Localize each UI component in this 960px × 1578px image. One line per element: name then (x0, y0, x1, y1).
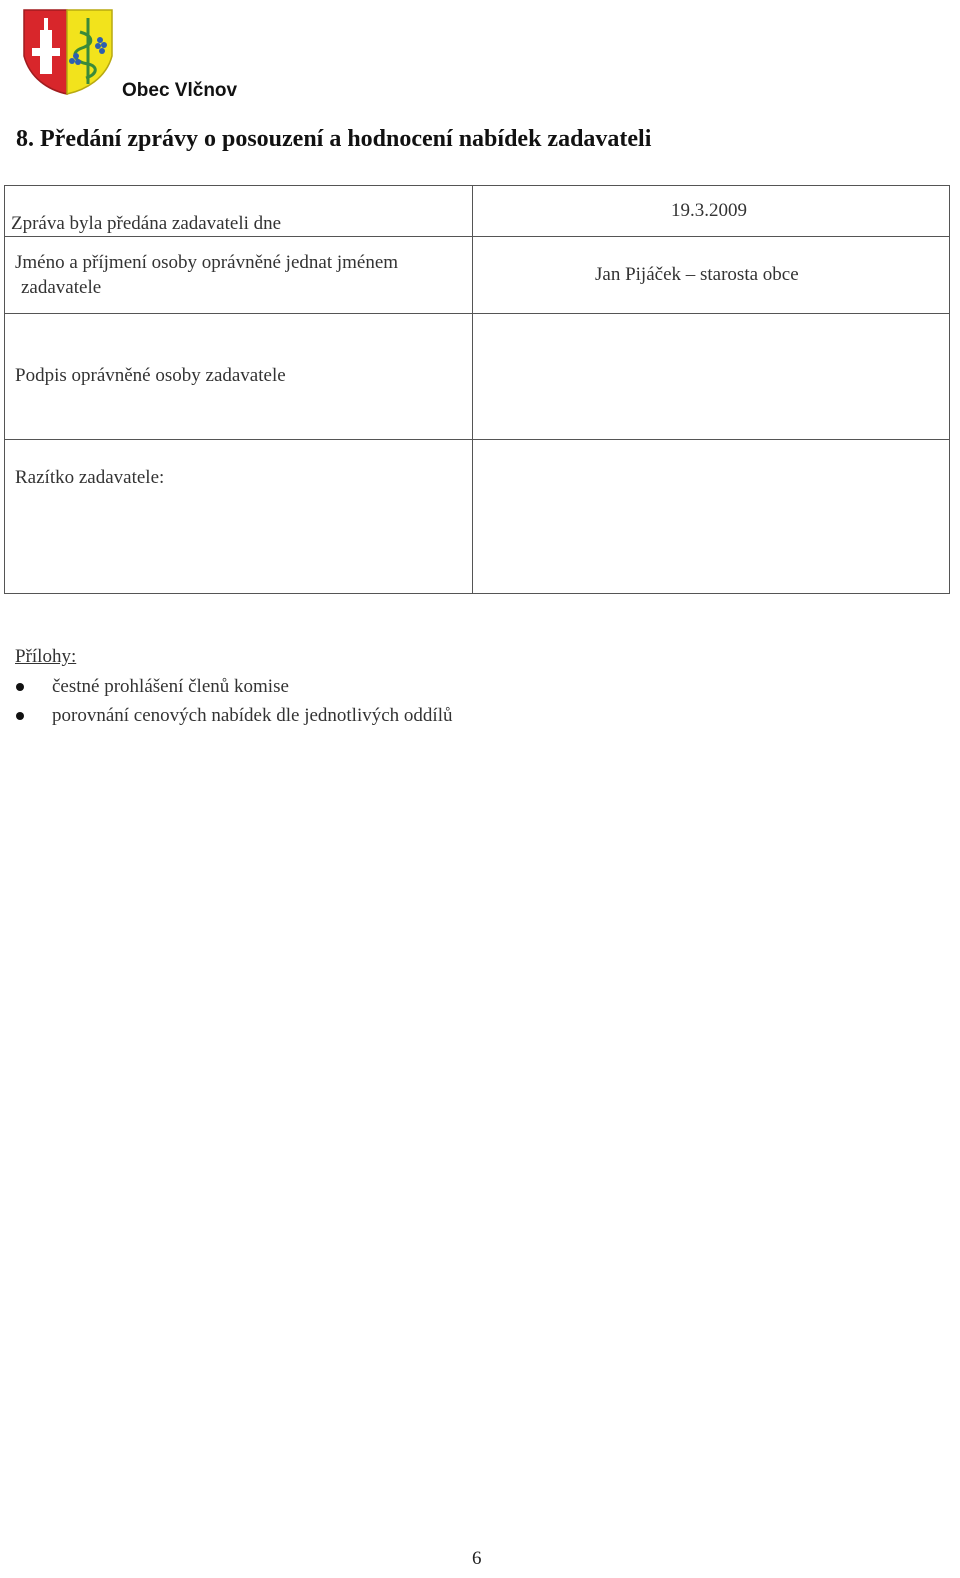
org-name: Obec Vlčnov (122, 80, 238, 101)
signature-label: Podpis oprávněné osoby zadavatele (15, 365, 286, 386)
municipal-coat-of-arms-icon (18, 4, 116, 98)
form-row-authorized-person (5, 237, 950, 314)
form-row-signature (5, 314, 950, 440)
form-label-cell (5, 237, 473, 314)
bullet-icon (16, 712, 24, 720)
handover-form-table (4, 185, 950, 594)
page-number: 6 (472, 1548, 482, 1569)
attachments-section (15, 644, 452, 730)
form-row-handover-date (5, 186, 950, 237)
form-value-cell (473, 186, 950, 237)
attachment-label: čestné prohlášení členů komise (52, 676, 289, 697)
signature-field[interactable] (473, 314, 950, 440)
stamp-label: Razítko zadavatele: (15, 467, 165, 488)
handover-date-value: 19.3.2009 (671, 200, 747, 221)
authorized-person-label-line2: zadavatele (21, 277, 102, 298)
list-item (15, 701, 452, 730)
form-value-cell (473, 237, 950, 314)
attachment-label: porovnání cenových nabídek dle jednotlivých oddílů (52, 705, 453, 726)
section-title: 8. Předání zprávy o posouzení a hodnocení nabídek zadavateli (16, 126, 652, 152)
document-header (18, 4, 318, 104)
form-label-cell (5, 440, 473, 594)
authorized-person-value: Jan Pijáček – starosta obce (595, 264, 799, 285)
authorized-person-label-line1: Jméno a příjmení osoby oprávněné jednat jménem (15, 252, 399, 273)
attachments-title: Přílohy: (15, 646, 77, 667)
handover-date-label: Zpráva byla předána zadavateli dne (11, 213, 282, 234)
list-item (15, 672, 452, 701)
form-label-cell (5, 186, 473, 237)
bullet-icon (16, 683, 24, 691)
stamp-field[interactable] (473, 440, 950, 594)
form-row-stamp (5, 440, 950, 594)
form-label-cell (5, 314, 473, 440)
attachments-list (15, 672, 452, 730)
